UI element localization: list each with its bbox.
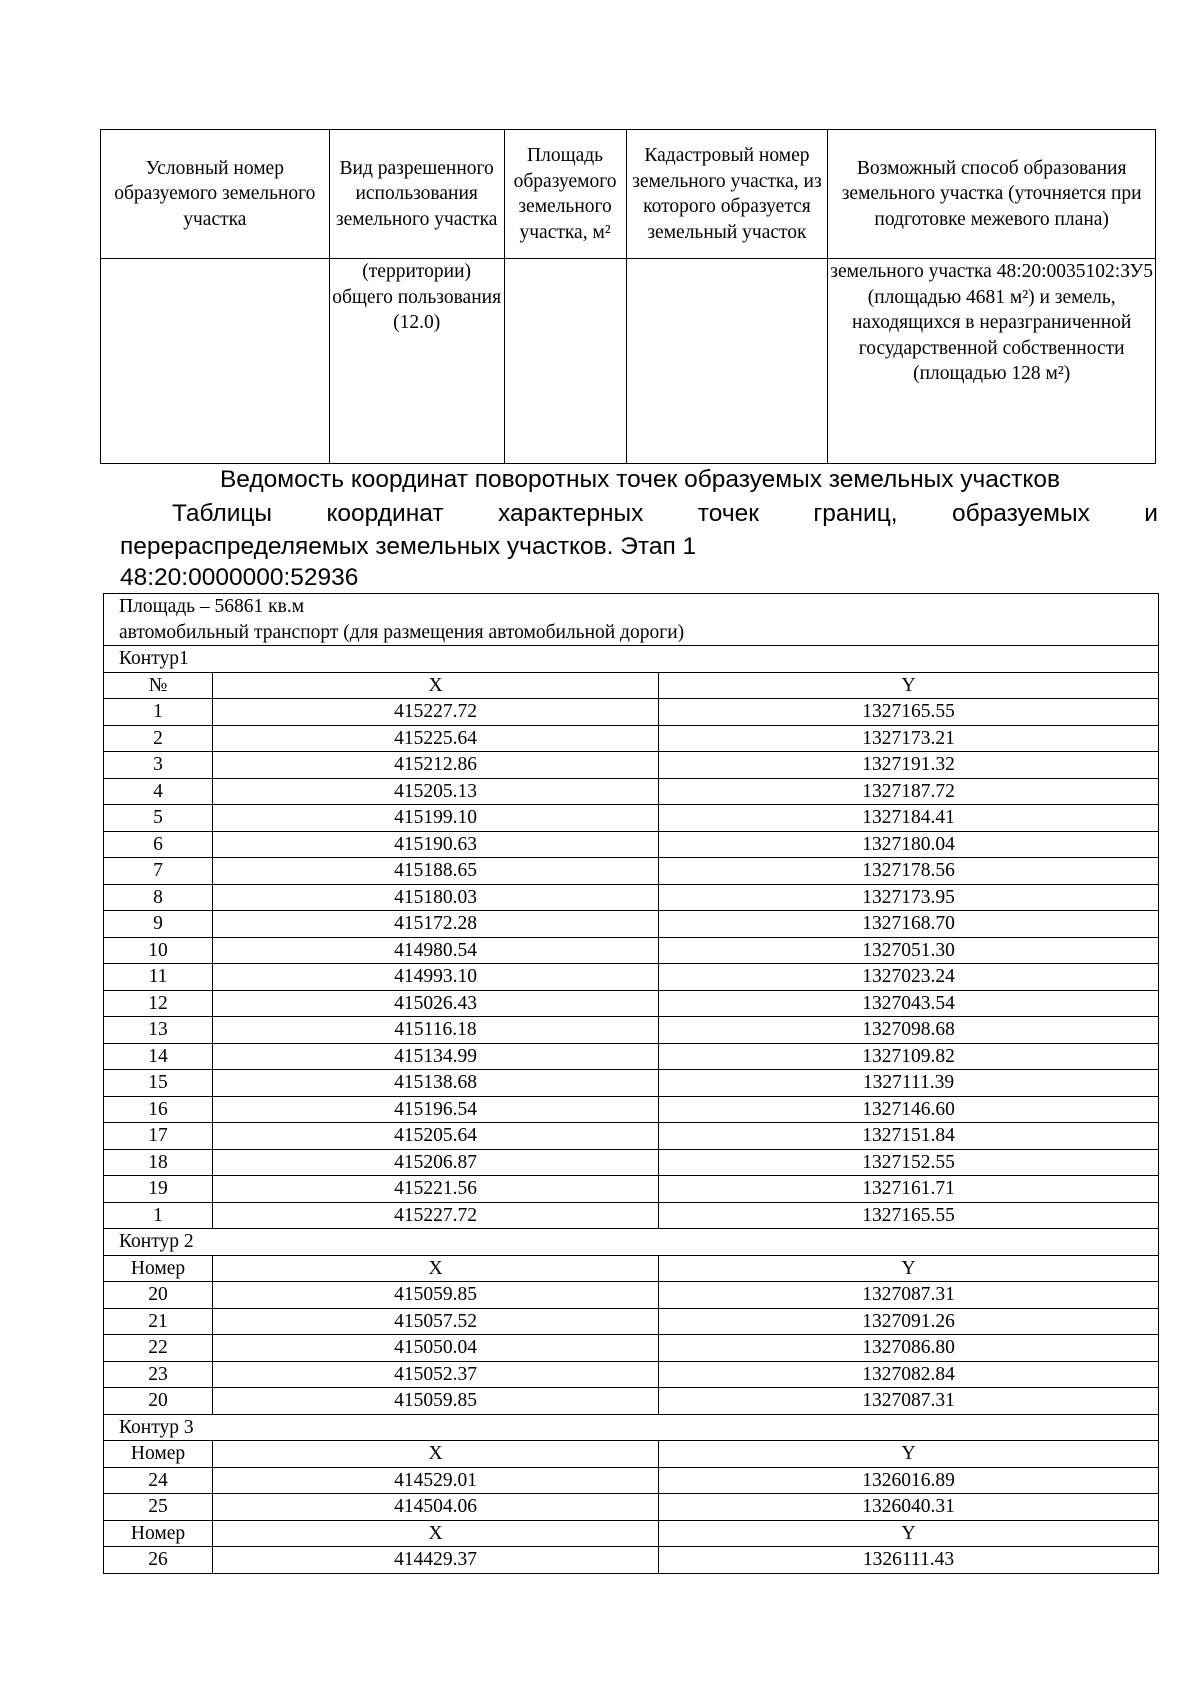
point-number: 18 [104, 1149, 213, 1176]
point-y: 1327187.72 [659, 778, 1159, 805]
point-number: 19 [104, 1176, 213, 1203]
point-x: 415172.28 [213, 911, 659, 938]
point-x: 415180.03 [213, 884, 659, 911]
coordinate-point-row [104, 1096, 1159, 1123]
point-number: 14 [104, 1043, 213, 1070]
point-x: 415026.43 [213, 990, 659, 1017]
point-y: 1327091.26 [659, 1308, 1159, 1335]
point-y: 1327165.55 [659, 1202, 1159, 1229]
header-source-cadastral-number: Кадастровый номер земельного участка, из которого образуется земельный участок [626, 130, 828, 259]
header-permitted-use: Вид разрешенного использования земельного участка [329, 130, 504, 259]
point-y: 1326016.89 [659, 1467, 1159, 1494]
point-number: 1 [104, 1202, 213, 1229]
cell-conditional-number [101, 259, 330, 464]
column-header-x: X [213, 672, 659, 699]
point-y: 1327086.80 [659, 1335, 1159, 1362]
point-number: 26 [104, 1547, 213, 1574]
point-y: 1327111.39 [659, 1070, 1159, 1097]
point-number: 10 [104, 937, 213, 964]
point-x: 415057.52 [213, 1308, 659, 1335]
point-y: 1327173.21 [659, 725, 1159, 752]
column-header-x: X [213, 1520, 659, 1547]
coordinates-header-row [104, 1441, 1159, 1468]
coordinate-point-row [104, 1017, 1159, 1044]
header-area: Площадь образуемого земельного участка, м² [504, 130, 626, 259]
coordinate-point-row [104, 884, 1159, 911]
point-number: 20 [104, 1388, 213, 1415]
heading-word: и [1144, 500, 1158, 527]
point-number: 9 [104, 911, 213, 938]
coordinate-point-row [104, 1176, 1159, 1203]
contour-title: Контур 3 [104, 1414, 1159, 1441]
point-x: 415190.63 [213, 831, 659, 858]
coordinate-point-row [104, 1494, 1159, 1521]
point-number: 4 [104, 778, 213, 805]
plot-area: Площадь – 56861 кв.м [119, 596, 305, 617]
point-x: 415134.99 [213, 1043, 659, 1070]
cell-formation-method: земельного участка 48:20:0035102:ЗУ5 (площадью 4681 м²) и земель, находящихся в неразграниченной государственной собственности (площадью 128 м²) [828, 259, 1156, 464]
point-x: 415205.13 [213, 778, 659, 805]
point-y: 1327051.30 [659, 937, 1159, 964]
tables-heading [120, 497, 1158, 563]
point-x: 415199.10 [213, 805, 659, 832]
coordinate-point-row [104, 699, 1159, 726]
point-x: 415205.64 [213, 1123, 659, 1150]
point-y: 1327173.95 [659, 884, 1159, 911]
point-x: 414993.10 [213, 964, 659, 991]
coordinate-point-row [104, 1467, 1159, 1494]
point-y: 1326111.43 [659, 1547, 1159, 1574]
coordinate-point-row [104, 1335, 1159, 1362]
coordinate-point-row [104, 1123, 1159, 1150]
plot-info-row [104, 594, 1159, 646]
point-number: 8 [104, 884, 213, 911]
statement-heading: Ведомость координат поворотных точек образуемых земельных участков [219, 466, 1061, 493]
coordinate-point-row [104, 752, 1159, 779]
plot-info-cell [104, 594, 1159, 646]
contour-title: Контур1 [104, 646, 1159, 673]
cell-permitted-use: (территории) общего пользования (12.0) [329, 259, 504, 464]
column-header-y: Y [659, 1441, 1159, 1468]
coordinates-table-body [104, 594, 1159, 1574]
point-y: 1327098.68 [659, 1017, 1159, 1044]
contour-title: Контур 2 [104, 1229, 1159, 1256]
point-x: 415138.68 [213, 1070, 659, 1097]
point-y: 1327184.41 [659, 805, 1159, 832]
header-formation-method: Возможный способ образования земельного участка (уточняется при подготовке межевого плана) [828, 130, 1156, 259]
heading-word: характерных [497, 500, 644, 527]
point-number: 24 [104, 1467, 213, 1494]
point-y: 1327152.55 [659, 1149, 1159, 1176]
point-y: 1327109.82 [659, 1043, 1159, 1070]
point-number: 6 [104, 831, 213, 858]
point-number: 13 [104, 1017, 213, 1044]
point-y: 1327087.31 [659, 1282, 1159, 1309]
heading-word: координат [326, 500, 444, 527]
coordinate-point-row [104, 964, 1159, 991]
plot-usage: автомобильный транспорт (для размещения автомобильной дороги) [119, 621, 685, 643]
point-y: 1327146.60 [659, 1096, 1159, 1123]
land-plot-table-row [101, 259, 1156, 464]
point-y: 1327023.24 [659, 964, 1159, 991]
coordinate-point-row [104, 725, 1159, 752]
point-y: 1326040.31 [659, 1494, 1159, 1521]
coordinate-point-row [104, 1361, 1159, 1388]
coordinate-point-row [104, 990, 1159, 1017]
point-x: 414529.01 [213, 1467, 659, 1494]
point-y: 1327180.04 [659, 831, 1159, 858]
coordinate-point-row [104, 1070, 1159, 1097]
point-x: 414504.06 [213, 1494, 659, 1521]
point-number: 1 [104, 699, 213, 726]
coordinate-point-row [104, 805, 1159, 832]
coordinate-point-row [104, 1388, 1159, 1415]
point-x: 415188.65 [213, 858, 659, 885]
column-header-number: № [104, 672, 213, 699]
point-x: 415227.72 [213, 1202, 659, 1229]
heading-word: границ, [813, 500, 898, 527]
point-x: 415206.87 [213, 1149, 659, 1176]
point-number: 7 [104, 858, 213, 885]
point-number: 5 [104, 805, 213, 832]
column-header-number: Номер [104, 1441, 213, 1468]
point-number: 11 [104, 964, 213, 991]
point-y: 1327178.56 [659, 858, 1159, 885]
coordinates-table [103, 593, 1159, 1574]
column-header-number: Номер [104, 1520, 213, 1547]
point-x: 415059.85 [213, 1388, 659, 1415]
point-x: 415212.86 [213, 752, 659, 779]
coordinate-point-row [104, 858, 1159, 885]
coordinate-point-row [104, 1043, 1159, 1070]
point-number: 16 [104, 1096, 213, 1123]
coordinate-point-row [104, 831, 1159, 858]
cell-source-cadastral-number [626, 259, 828, 464]
point-x: 415116.18 [213, 1017, 659, 1044]
point-x: 415221.56 [213, 1176, 659, 1203]
point-y: 1327168.70 [659, 911, 1159, 938]
tables-heading-line2: перераспределяемых земельных участков. Этап 1 [120, 533, 697, 560]
point-number: 23 [104, 1361, 213, 1388]
point-y: 1327151.84 [659, 1123, 1159, 1150]
tables-heading-line1 [120, 497, 1158, 530]
coordinate-point-row [104, 778, 1159, 805]
point-x: 414980.54 [213, 937, 659, 964]
column-header-y: Y [659, 672, 1159, 699]
point-y: 1327191.32 [659, 752, 1159, 779]
contour-title-row [104, 1414, 1159, 1441]
coordinate-point-row [104, 911, 1159, 938]
point-x: 415059.85 [213, 1282, 659, 1309]
point-x: 415227.72 [213, 699, 659, 726]
column-header-x: X [213, 1441, 659, 1468]
coordinates-header-row [104, 1520, 1159, 1547]
point-number: 21 [104, 1308, 213, 1335]
point-number: 22 [104, 1335, 213, 1362]
coordinate-point-row [104, 1308, 1159, 1335]
header-conditional-number: Условный номер образуемого земельного участка [101, 130, 330, 259]
heading-word: Таблицы [172, 500, 273, 527]
point-number: 2 [104, 725, 213, 752]
heading-word: образуемых [951, 500, 1090, 527]
point-number: 15 [104, 1070, 213, 1097]
coordinate-point-row [104, 1202, 1159, 1229]
point-number: 3 [104, 752, 213, 779]
point-x: 415225.64 [213, 725, 659, 752]
coordinates-header-row [104, 1255, 1159, 1282]
coordinates-header-row [104, 672, 1159, 699]
point-y: 1327043.54 [659, 990, 1159, 1017]
contour-title-row [104, 1229, 1159, 1256]
point-number: 17 [104, 1123, 213, 1150]
point-number: 20 [104, 1282, 213, 1309]
point-number: 25 [104, 1494, 213, 1521]
point-x: 414429.37 [213, 1547, 659, 1574]
point-y: 1327082.84 [659, 1361, 1159, 1388]
point-y: 1327161.71 [659, 1176, 1159, 1203]
coordinate-point-row [104, 1282, 1159, 1309]
coordinate-point-row [104, 937, 1159, 964]
coordinate-point-row [104, 1149, 1159, 1176]
point-y: 1327165.55 [659, 699, 1159, 726]
heading-word: точек [697, 500, 759, 527]
point-y: 1327087.31 [659, 1388, 1159, 1415]
point-number: 12 [104, 990, 213, 1017]
column-header-x: X [213, 1255, 659, 1282]
column-header-number: Номер [104, 1255, 213, 1282]
column-header-y: Y [659, 1255, 1159, 1282]
land-plot-table-header [101, 130, 1156, 259]
cell-area [504, 259, 626, 464]
point-x: 415196.54 [213, 1096, 659, 1123]
land-plot-table [100, 129, 1156, 464]
coordinate-point-row [104, 1547, 1159, 1574]
point-x: 415052.37 [213, 1361, 659, 1388]
point-x: 415050.04 [213, 1335, 659, 1362]
contour-title-row [104, 646, 1159, 673]
column-header-y: Y [659, 1520, 1159, 1547]
cadastral-number: 48:20:0000000:52936 [120, 564, 359, 591]
